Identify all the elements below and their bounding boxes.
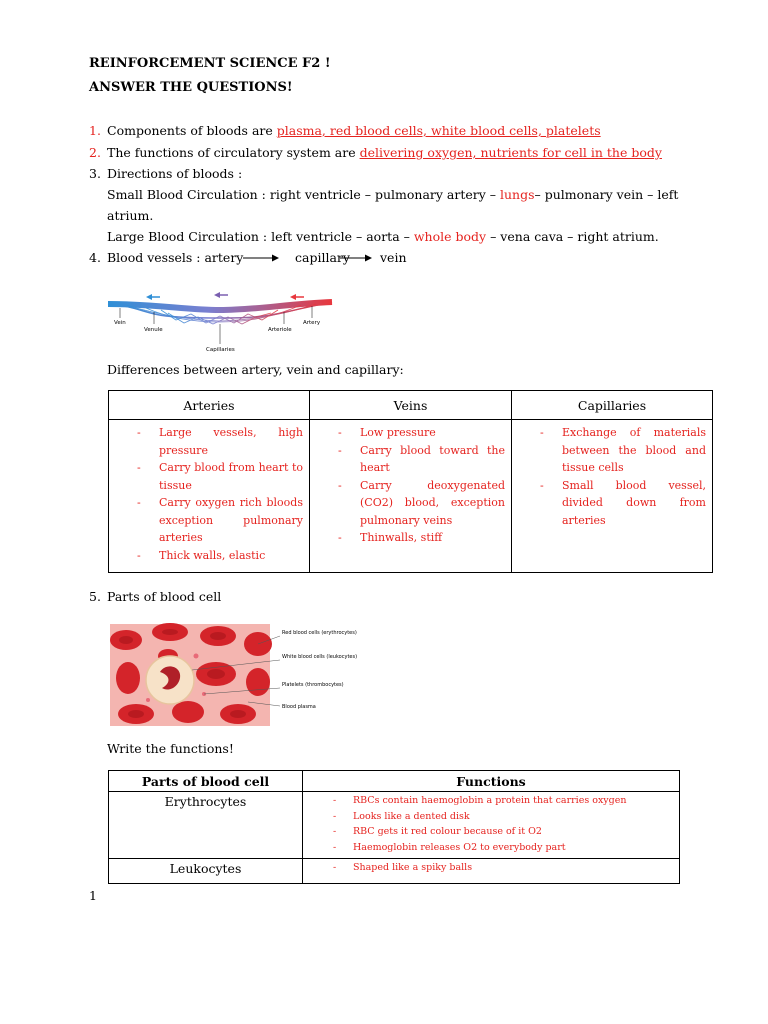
list-item: - Thick walls, elastic	[109, 547, 303, 565]
answer-text: delivering oxygen, nutrients for cell in the body	[359, 145, 662, 160]
q4-capillary: capillary	[295, 250, 350, 265]
list-item: - Large vessels, high pressure	[109, 424, 303, 459]
question-text: Parts of blood cell	[107, 589, 222, 604]
question-text: Directions of bloods :	[107, 166, 243, 181]
table-header-arteries: Arteries	[109, 391, 310, 420]
blood-cell-image	[108, 622, 358, 728]
question-text: Components of bloods are	[107, 123, 277, 138]
question-1	[89, 123, 601, 138]
large-circulation-answer: whole body	[413, 229, 487, 244]
question-3	[89, 166, 242, 181]
question-5	[89, 589, 221, 604]
question-text: Blood vessels : artery	[107, 250, 244, 265]
list-item: - Haemoglobin releases O2 to everybody part	[303, 840, 679, 856]
large-circulation-text: Large Blood Circulation : left ventricle – aorta –	[107, 229, 414, 244]
small-circulation-text: Small Blood Circulation : right ventricle – pulmonary artery –	[107, 187, 500, 202]
q4-vein: vein	[380, 250, 407, 265]
vessel-differences-table	[108, 390, 713, 573]
question-number: 2.	[89, 145, 101, 160]
page-number: 1	[89, 888, 97, 903]
blood-cell-functions-table	[108, 770, 680, 884]
cell-name: Leukocytes	[109, 859, 303, 884]
cell-functions	[303, 792, 680, 859]
label-vein: Vein	[114, 320, 126, 326]
small-circulation-line	[107, 187, 678, 202]
list-item: - Carry deoxygenated (CO2) blood, exception pulmonary veins	[310, 477, 505, 530]
question-2	[89, 145, 662, 160]
small-circulation-text-end: – pulmonary vein – left	[534, 187, 679, 202]
arteries-cell	[109, 420, 310, 573]
label-venule: Venule	[144, 327, 163, 333]
large-circulation-text-end: – vena cava – right atrium.	[486, 229, 659, 244]
list-item: - Looks like a dented disk	[303, 809, 679, 825]
small-circulation-answer: lungs	[500, 187, 535, 202]
arrow-right-icon	[338, 253, 374, 263]
list-item: - RBCs contain haemoglobin a protein that carries oxygen	[303, 793, 679, 809]
question-number: 3.	[89, 166, 101, 181]
label-artery: Artery	[303, 320, 321, 326]
list-item: - Low pressure	[310, 424, 505, 442]
table-header-parts: Parts of blood cell	[109, 771, 303, 792]
table-header-capillaries: Capillaries	[512, 391, 713, 420]
list-item: - Carry blood from heart to tissue	[109, 459, 303, 494]
table-header-functions: Functions	[303, 771, 680, 792]
list-item: - Shaped like a spiky balls	[303, 860, 679, 876]
question-number: 4.	[89, 250, 101, 265]
list-item: - Carry oxygen rich bloods exception pulmonary arteries	[109, 494, 303, 547]
list-item: - Carry blood toward the heart	[310, 442, 505, 477]
worksheet-subtitle: ANSWER THE QUESTIONS!	[89, 80, 293, 95]
small-circulation-line-2: atrium.	[107, 208, 154, 223]
arrow-right-icon	[241, 253, 281, 263]
capillaries-cell	[512, 420, 713, 573]
differences-heading: Differences between artery, vein and capillary:	[107, 362, 404, 377]
list-item: - Small blood vessel, divided down from arteries	[512, 477, 706, 530]
label-arteriole: Arteriole	[268, 327, 292, 333]
label-platelets: Platelets (thrombocytes)	[282, 682, 344, 688]
blood-vessel-diagram	[106, 290, 334, 354]
large-circulation-line	[107, 229, 659, 244]
label-red-blood-cells: Red blood cells (erythrocytes)	[282, 630, 357, 636]
question-number: 5.	[89, 589, 101, 604]
question-4	[89, 250, 243, 265]
question-number: 1.	[89, 123, 101, 138]
list-item: - Thinwalls, stiff	[310, 529, 505, 547]
label-blood-plasma: Blood plasma	[282, 704, 316, 710]
table-row	[109, 859, 680, 884]
table-header-veins: Veins	[310, 391, 512, 420]
write-functions-heading: Write the functions!	[107, 741, 234, 756]
label-white-blood-cells: White blood cells (leukocytes)	[282, 654, 358, 660]
list-item: - Exchange of materials between the blood and tissue cells	[512, 424, 706, 477]
label-capillaries: Capillaries	[206, 347, 235, 353]
table-row	[109, 792, 680, 859]
list-item: - RBC gets it red colour because of it O2	[303, 824, 679, 840]
worksheet-title: REINFORCEMENT SCIENCE F2 !	[89, 56, 331, 71]
cell-name: Erythrocytes	[109, 792, 303, 859]
question-text: The functions of circulatory system are	[107, 145, 360, 160]
answer-text: plasma, red blood cells, white blood cells, platelets	[276, 123, 601, 138]
veins-cell	[310, 420, 512, 573]
cell-functions	[303, 859, 680, 884]
